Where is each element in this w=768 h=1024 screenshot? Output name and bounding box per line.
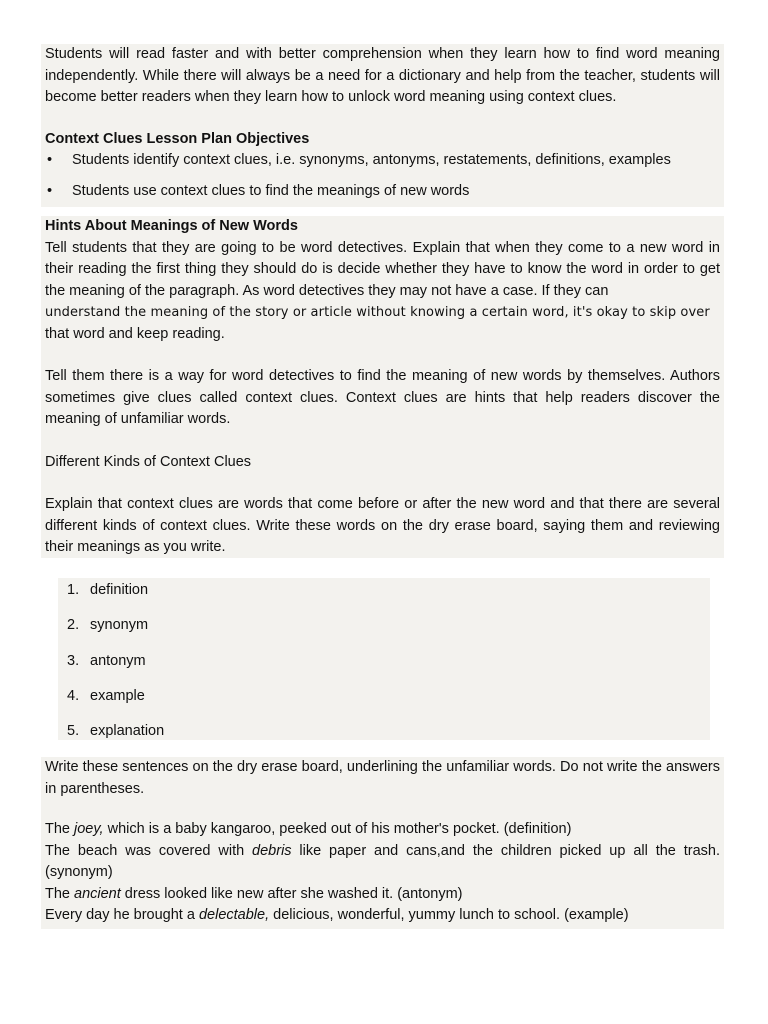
list-item: [62, 613, 706, 648]
sentence-text: delicious, wonderful, yummy lunch to school. (example): [269, 907, 629, 923]
list-item: [62, 578, 706, 613]
hints-heading: Hints About Meanings of New Words: [45, 218, 298, 234]
list-number: 2.: [67, 617, 80, 634]
list-number: 1.: [67, 582, 80, 598]
hints-paragraph-2: Tell them there is a way for word detectives to find the meaning of new words by themselves. Authors sometimes give clues called context clues. Context clues are hints that help readers discover the meaning of unfamiliar words.: [45, 368, 720, 427]
list-item: [62, 684, 706, 719]
intro-section: [41, 44, 724, 207]
list-number: 3.: [67, 652, 80, 669]
sentence-text: dress looked like new after she washed it. (antonym): [120, 885, 463, 902]
sentence-text: The beach was covered with: [45, 842, 253, 859]
example-sentence: [45, 819, 720, 841]
list-number: 5.: [67, 723, 80, 740]
list-number: 4.: [67, 687, 80, 704]
clue-kinds-section: [58, 578, 710, 740]
unfamiliar-word: joey,: [74, 821, 104, 837]
kinds-heading: Different Kinds of Context Clues: [45, 453, 252, 470]
unfamiliar-word: ancient: [74, 885, 121, 902]
intro-paragraph: Students will read faster and with better comprehension when they learn how to find word meaning independently. While there will always be a need for a dictionary and help from the teacher, students will become better readers when they learn how to unlock word meaning using context clues.: [45, 46, 720, 105]
clue-kinds-list: [62, 578, 706, 754]
hints-paragraph-1: [45, 238, 720, 346]
hints-section: [41, 216, 724, 558]
list-label: definition: [90, 582, 149, 598]
sentences-instruction: Write these sentences on the dry erase board, underlining the unfamiliar words. Do not write the answers in parentheses.: [45, 759, 720, 797]
example-sentence: [45, 841, 720, 884]
hints-text: understand the meaning of the story or article without knowing a certain word, it's okay to skip over: [45, 305, 710, 320]
sentence-text: which is a baby kangaroo, peeked out of his mother's pocket. (definition): [103, 821, 572, 837]
objectives-list: [45, 150, 720, 202]
objectives-heading: Context Clues Lesson Plan Objectives: [45, 130, 310, 147]
example-sentence: [45, 884, 720, 906]
list-item: [62, 719, 706, 754]
sentence-text: The: [45, 821, 75, 837]
sentence-text: like paper and cans,and the children picked up all the trash. (synonym): [45, 842, 720, 880]
list-label: explanation: [90, 723, 165, 740]
unfamiliar-word: delectable,: [198, 907, 270, 923]
sentences-section: [41, 757, 724, 929]
sentence-text: The: [45, 885, 75, 902]
list-item: • Students use context clues to find the meanings of new words: [45, 181, 720, 203]
list-label: antonym: [90, 652, 146, 669]
sentence-text: Every day he brought a: [45, 907, 199, 923]
list-label: example: [90, 687, 145, 704]
list-item: • Students identify context clues, i.e. synonyms, antonyms, restatements, definitions, examples: [45, 150, 720, 172]
list-label: synonym: [90, 617, 149, 634]
unfamiliar-word: debris: [252, 842, 292, 859]
list-item: [62, 649, 706, 684]
example-sentence: [45, 905, 720, 927]
hints-text: that word and keep reading.: [45, 325, 225, 342]
hints-text: Tell students that they are going to be word detectives. Explain that when they come to a new word in their reading the first thing they should do is decide whether they have to know the word in order to get the meaning of the paragraph. As word detectives they may not have a case. If they can: [45, 239, 720, 299]
hints-paragraph-3: Explain that context clues are words that come before or after the new word and that there are several different kinds of context clues. Write these words on the dry erase board, saying them and reviewing their meanings as you write.: [45, 496, 720, 555]
